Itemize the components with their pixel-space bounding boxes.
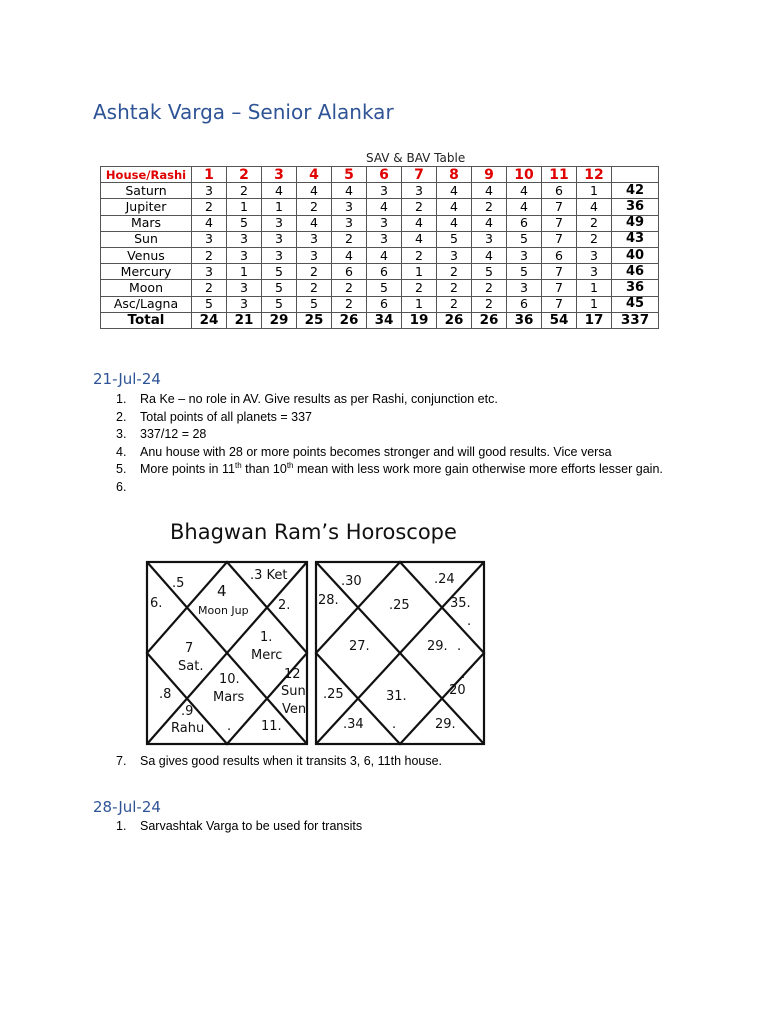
value-cell: 3 — [192, 183, 227, 199]
value-cell: 7 — [542, 231, 577, 247]
house-label: 10. — [219, 672, 240, 687]
value-cell: 3 — [472, 231, 507, 247]
list-number: 4. — [116, 444, 127, 459]
value-cell: 3 — [227, 296, 262, 312]
notes-list-2 — [116, 818, 670, 836]
table-row — [101, 199, 659, 215]
row-total-cell: 45 — [612, 296, 659, 312]
value-cell: 7 — [542, 215, 577, 231]
value-cell: 6 — [507, 215, 542, 231]
value-cell: 7 — [542, 199, 577, 215]
header-cell: 8 — [437, 167, 472, 183]
value-cell: 7 — [542, 296, 577, 312]
table-row — [101, 247, 659, 263]
table-caption: SAV & BAV Table — [366, 151, 466, 165]
value-cell: 3 — [262, 247, 297, 263]
value-cell: 21 — [227, 312, 262, 328]
points-label: 28. — [318, 593, 339, 608]
planet-name-cell: Mercury — [101, 264, 192, 280]
value-cell: 5 — [367, 280, 402, 296]
list-text: Sarvashtak Varga to be used for transits — [140, 819, 363, 833]
value-cell: 5 — [262, 280, 297, 296]
value-cell: 2 — [402, 247, 437, 263]
value-cell: 2 — [192, 199, 227, 215]
planet-name-cell: Jupiter — [101, 199, 192, 215]
value-cell: 3 — [297, 247, 332, 263]
points-label: .20 — [445, 683, 466, 698]
value-cell: 6 — [367, 264, 402, 280]
value-cell: 3 — [262, 215, 297, 231]
header-cell: 5 — [332, 167, 367, 183]
list-text: than 10 — [241, 462, 287, 476]
table-row — [101, 183, 659, 199]
points-label: .25 — [323, 687, 344, 702]
points-label: 31. — [386, 689, 407, 704]
value-cell: 29 — [262, 312, 297, 328]
house-label: .3 Ket — [250, 568, 288, 583]
superscript: th — [286, 460, 294, 470]
value-cell: 2 — [437, 264, 472, 280]
value-cell: 2 — [192, 280, 227, 296]
header-cell: 9 — [472, 167, 507, 183]
value-cell: 4 — [437, 199, 472, 215]
planet-label: Merc — [251, 648, 283, 663]
header-cell: House/Rashi — [101, 167, 192, 183]
table-row — [101, 231, 659, 247]
value-cell: 2 — [332, 231, 367, 247]
list-item — [116, 479, 670, 497]
value-cell: 2 — [227, 183, 262, 199]
list-number: 6. — [116, 479, 127, 494]
value-cell: 4 — [507, 183, 542, 199]
list-number: 2. — [116, 409, 127, 424]
row-total-cell: 36 — [612, 199, 659, 215]
planet-name-cell: Mars — [101, 215, 192, 231]
value-cell: 5 — [192, 296, 227, 312]
value-cell: 7 — [542, 264, 577, 280]
points-label: .34 — [343, 717, 364, 732]
planet-name-cell: Sun — [101, 231, 192, 247]
list-text: Sa gives good results when it transits 3, 6, 11th house. — [140, 754, 443, 768]
table-row — [101, 264, 659, 280]
value-cell: 1 — [402, 296, 437, 312]
value-cell: 2 — [192, 247, 227, 263]
value-cell: 5 — [227, 215, 262, 231]
value-cell: 3 — [367, 215, 402, 231]
bav-table — [100, 166, 659, 329]
value-cell: 4 — [577, 199, 612, 215]
table-row — [101, 312, 659, 328]
planet-label: Sun — [281, 684, 306, 699]
value-cell: 6 — [367, 296, 402, 312]
value-cell: 36 — [507, 312, 542, 328]
row-total-cell: 43 — [612, 231, 659, 247]
superscript: th — [234, 460, 242, 470]
value-cell: 4 — [192, 215, 227, 231]
planet-name-cell: Moon — [101, 280, 192, 296]
notes-list-1-continued — [116, 753, 670, 771]
value-cell: 6 — [542, 247, 577, 263]
house-label: .9 — [181, 704, 194, 719]
points-label: . — [392, 717, 397, 732]
list-item — [116, 818, 670, 836]
header-cell: 7 — [402, 167, 437, 183]
value-cell: 4 — [367, 247, 402, 263]
value-cell: 3 — [507, 247, 542, 263]
value-cell: 4 — [262, 183, 297, 199]
house-label: 11. — [261, 719, 282, 734]
value-cell: 2 — [297, 199, 332, 215]
value-cell: 4 — [332, 247, 367, 263]
value-cell: 4 — [472, 183, 507, 199]
planet-name-cell: Venus — [101, 247, 192, 263]
value-cell: 4 — [402, 231, 437, 247]
value-cell: 5 — [297, 296, 332, 312]
value-cell: 4 — [367, 199, 402, 215]
list-number: 1. — [116, 819, 127, 833]
value-cell: 2 — [332, 280, 367, 296]
value-cell: 3 — [227, 231, 262, 247]
value-cell: 1 — [577, 280, 612, 296]
house-label: .5 — [172, 576, 185, 591]
points-label: . — [391, 560, 396, 574]
value-cell: 4 — [437, 183, 472, 199]
value-cell: 3 — [297, 231, 332, 247]
value-cell: 2 — [437, 280, 472, 296]
house-label: 2. — [278, 598, 291, 613]
list-item — [116, 391, 670, 409]
value-cell: 54 — [542, 312, 577, 328]
value-cell: 3 — [437, 247, 472, 263]
list-number: 5. — [116, 462, 127, 476]
row-total-cell: 337 — [612, 312, 659, 328]
horoscope-title: Bhagwan Ram’s Horoscope — [170, 520, 457, 544]
value-cell: 4 — [297, 183, 332, 199]
list-text: mean with less work more gain otherwise more efforts lesser gain. — [293, 462, 663, 476]
value-cell: 2 — [402, 280, 437, 296]
value-cell: 2 — [472, 199, 507, 215]
list-item — [116, 426, 670, 444]
value-cell: 4 — [402, 215, 437, 231]
value-cell: 3 — [507, 280, 542, 296]
value-cell: 3 — [332, 199, 367, 215]
header-cell: 6 — [367, 167, 402, 183]
value-cell: 17 — [577, 312, 612, 328]
value-cell: 5 — [507, 264, 542, 280]
value-cell: 2 — [402, 199, 437, 215]
value-cell: 2 — [297, 280, 332, 296]
points-label: 35. — [450, 596, 471, 611]
value-cell: 34 — [367, 312, 402, 328]
value-cell: 3 — [227, 280, 262, 296]
row-total-cell: 49 — [612, 215, 659, 231]
value-cell: 2 — [472, 280, 507, 296]
house-label: 12 — [284, 667, 301, 682]
header-cell: 12 — [577, 167, 612, 183]
value-cell: 3 — [367, 183, 402, 199]
value-cell: 5 — [472, 264, 507, 280]
table-body — [101, 183, 659, 329]
list-item — [116, 460, 670, 479]
value-cell: 6 — [507, 296, 542, 312]
planet-name-cell: Total — [101, 312, 192, 328]
planet-label: Rahu — [171, 721, 205, 736]
value-cell: 3 — [577, 264, 612, 280]
value-cell: 5 — [437, 231, 472, 247]
value-cell: 26 — [332, 312, 367, 328]
header-cell: 2 — [227, 167, 262, 183]
header-cell: 1 — [192, 167, 227, 183]
value-cell: 1 — [402, 264, 437, 280]
value-cell: 4 — [332, 183, 367, 199]
value-cell: 1 — [577, 296, 612, 312]
value-cell: 5 — [262, 296, 297, 312]
value-cell: 19 — [402, 312, 437, 328]
value-cell: 2 — [332, 296, 367, 312]
header-cell: 10 — [507, 167, 542, 183]
value-cell: 5 — [262, 264, 297, 280]
value-cell: 2 — [577, 231, 612, 247]
planet-label: Mars — [213, 690, 245, 705]
row-total-cell: 40 — [612, 247, 659, 263]
value-cell: 25 — [297, 312, 332, 328]
value-cell: 3 — [192, 264, 227, 280]
row-total-cell: 36 — [612, 280, 659, 296]
value-cell: 3 — [402, 183, 437, 199]
planet-label: Sat. — [178, 659, 204, 674]
table-row — [101, 296, 659, 312]
value-cell: 4 — [297, 215, 332, 231]
list-number: 3. — [116, 427, 127, 441]
table-header-row — [101, 167, 659, 183]
house-label: . — [227, 719, 232, 734]
value-cell: 3 — [367, 231, 402, 247]
points-label: .25 — [389, 598, 410, 613]
planet-label: Moon Jup — [198, 604, 249, 617]
value-cell: 4 — [507, 199, 542, 215]
section-heading-28-jul: 28-Jul-24 — [93, 798, 161, 816]
value-cell: 3 — [332, 215, 367, 231]
value-cell: 7 — [542, 280, 577, 296]
value-cell: 4 — [437, 215, 472, 231]
planet-name-cell: Saturn — [101, 183, 192, 199]
value-cell: 4 — [472, 215, 507, 231]
section-heading-21-jul: 21-Jul-24 — [93, 370, 161, 388]
list-text: More points in 11 — [140, 462, 235, 476]
points-label: 27. — [349, 639, 370, 654]
row-total-cell: 46 — [612, 264, 659, 280]
points-label: .24 — [434, 572, 455, 587]
table-row — [101, 280, 659, 296]
horoscope-charts — [145, 560, 490, 750]
list-item — [116, 409, 670, 427]
value-cell: 4 — [472, 247, 507, 263]
notes-list-1 — [116, 391, 670, 496]
page-title: Ashtak Varga – Senior Alankar — [93, 100, 394, 124]
planet-label: Ven — [282, 702, 307, 717]
value-cell: 2 — [577, 215, 612, 231]
value-cell: 2 — [297, 264, 332, 280]
value-cell: 26 — [437, 312, 472, 328]
house-label: .8 — [159, 687, 172, 702]
value-cell: 5 — [507, 231, 542, 247]
points-label: .30 — [341, 574, 362, 589]
house-label: 6. — [150, 596, 163, 611]
list-number: 7. — [116, 754, 127, 768]
value-cell: 1 — [227, 264, 262, 280]
list-text: Total points of all planets = 337 — [140, 409, 312, 424]
planet-name-cell: Asc/Lagna — [101, 296, 192, 312]
list-text: Ra Ke – no role in AV. Give results as per Rashi, conjunction etc. — [140, 392, 498, 406]
list-text: 337/12 = 28 — [140, 427, 207, 441]
points-label: . — [461, 667, 466, 682]
house-label: 1. — [260, 630, 273, 645]
points-label: . — [467, 614, 472, 629]
value-cell: 6 — [332, 264, 367, 280]
value-cell: 2 — [437, 296, 472, 312]
header-cell: 4 — [297, 167, 332, 183]
value-cell: 1 — [227, 199, 262, 215]
header-cell — [612, 167, 659, 183]
points-label: . — [457, 639, 462, 654]
value-cell: 3 — [262, 231, 297, 247]
value-cell: 3 — [192, 231, 227, 247]
value-cell: 1 — [577, 183, 612, 199]
table-row — [101, 215, 659, 231]
points-label: 29. — [435, 717, 456, 732]
value-cell: 6 — [542, 183, 577, 199]
value-cell: 3 — [577, 247, 612, 263]
list-number: 1. — [116, 392, 127, 406]
value-cell: 3 — [227, 247, 262, 263]
row-total-cell: 42 — [612, 183, 659, 199]
list-text: Anu house with 28 or more points becomes stronger and will good results. Vice versa — [140, 444, 612, 459]
list-item — [116, 444, 670, 462]
header-cell: 11 — [542, 167, 577, 183]
house-label: 4 — [217, 582, 227, 600]
value-cell: 2 — [472, 296, 507, 312]
points-label: 29. — [427, 639, 448, 654]
list-item — [116, 753, 670, 771]
value-cell: 1 — [262, 199, 297, 215]
header-cell: 3 — [262, 167, 297, 183]
value-cell: 24 — [192, 312, 227, 328]
value-cell: 26 — [472, 312, 507, 328]
house-label: 7 — [185, 641, 194, 656]
